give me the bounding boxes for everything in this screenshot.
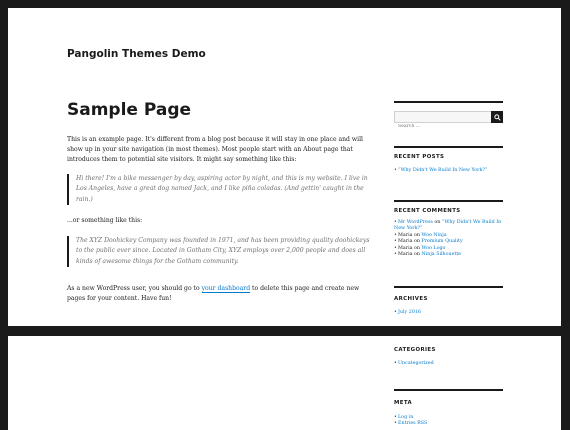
page-paragraph-or: ...or something like this: (67, 217, 143, 224)
comment-author: Maria (398, 239, 413, 245)
recent-comments-list (394, 220, 512, 258)
comment-on-text: on (412, 232, 422, 238)
dashboard-text-before: As a new WordPress user, you should go to (67, 285, 202, 292)
comment-on-text: on (412, 239, 422, 245)
list-item: •Log in (394, 415, 414, 420)
widget-divider (394, 331, 503, 333)
site-title[interactable]: Pangolin Themes Demo (67, 48, 206, 60)
comment-on-text: on (432, 220, 442, 225)
recent-comments-title: RECENT COMMENTS (394, 208, 461, 214)
list-item: •Mr WordPress on “Why Didn't We Build In New York?” (394, 220, 502, 232)
comment-post-link[interactable]: Woo Ninja (421, 232, 447, 238)
entries-rss-link[interactable]: Entries RSS (398, 421, 428, 427)
categories-title: CATEGORIES (394, 347, 436, 353)
search-form (394, 111, 503, 123)
widget-divider (394, 146, 503, 148)
comment-author: Maria (398, 245, 413, 251)
meta-list (394, 415, 512, 428)
comment-post-link[interactable]: Premium Quality (421, 239, 463, 245)
list-item: •Maria on Woo Ninja (394, 232, 447, 238)
comment-post-link[interactable]: “Why Didn't We Build In New York?” (394, 220, 502, 232)
page-paragraph-dashboard (67, 284, 373, 304)
widget-divider (394, 200, 503, 202)
login-link[interactable]: Log in (398, 415, 414, 420)
comment-on-text: on (412, 252, 422, 258)
sidebar-continued-card (8, 336, 561, 430)
blockquote-doohickey: The XYZ Doohickey Company was founded in 1971, and has been providing quality doohickeys to the public ever since. Located in Gotham City, XYZ employs over 2,000 people and does all kinds of awesome things for the Gotham community. (67, 236, 373, 267)
archives-title: ARCHIVES (394, 296, 428, 302)
dashboard-text-after: to delete this page and create new pages for your content. Have fun! (67, 285, 360, 302)
category-link[interactable]: Uncategorized (398, 361, 434, 366)
list-item: •Maria on Ninja Silhouette (394, 252, 462, 258)
dashboard-link[interactable]: your dashboard (201, 285, 251, 292)
archives-list (394, 310, 512, 316)
search-button[interactable] (491, 111, 503, 123)
blockquote-bike-messenger: Hi there! I'm a bike messenger by day, aspiring actor by night, and this is my website. I live in Los Angeles, have a great dog named Jack, and I like piña coladas. (And gettin' caught in the rain.) (67, 174, 373, 205)
page-title: Sample Page (67, 100, 192, 120)
archive-link[interactable]: July 2016 (398, 310, 421, 315)
list-item: •“Why Didn't We Build In New York?” (394, 168, 488, 173)
recent-post-link[interactable]: “Why Didn't We Build In New York?” (398, 168, 488, 173)
recent-posts-title: RECENT POSTS (394, 154, 445, 160)
search-input[interactable] (395, 122, 489, 132)
list-item: •Uncategorized (394, 361, 434, 366)
meta-title: META (394, 400, 413, 406)
widget-divider (394, 101, 503, 103)
categories-list (394, 361, 512, 367)
comment-author-link[interactable]: Mr WordPress (398, 220, 433, 225)
comment-author: Maria (398, 252, 413, 258)
list-item: •Maria on Woo Logo (394, 245, 446, 251)
list-item: •Maria on Premium Quality (394, 239, 463, 245)
comment-post-link[interactable]: Ninja Silhouette (421, 252, 462, 258)
widget-divider (394, 286, 503, 288)
list-item: •July 2016 (394, 310, 421, 315)
page-paragraph-intro: This is an example page. It's different from a blog post because it will stay in one place and will show up in your site navigation (in most themes). Most people start with an About page that introduces them to potential site visitors. It might say something like this: (67, 136, 363, 163)
list-item: •Entries RSS (394, 421, 428, 427)
comment-author: Maria (398, 232, 413, 238)
search-icon (494, 114, 501, 121)
comment-on-text: on (412, 245, 422, 251)
main-content-card (8, 8, 561, 326)
widget-divider (394, 389, 503, 391)
recent-posts-list (394, 168, 512, 174)
comment-post-link[interactable]: Woo Logo (421, 245, 446, 251)
